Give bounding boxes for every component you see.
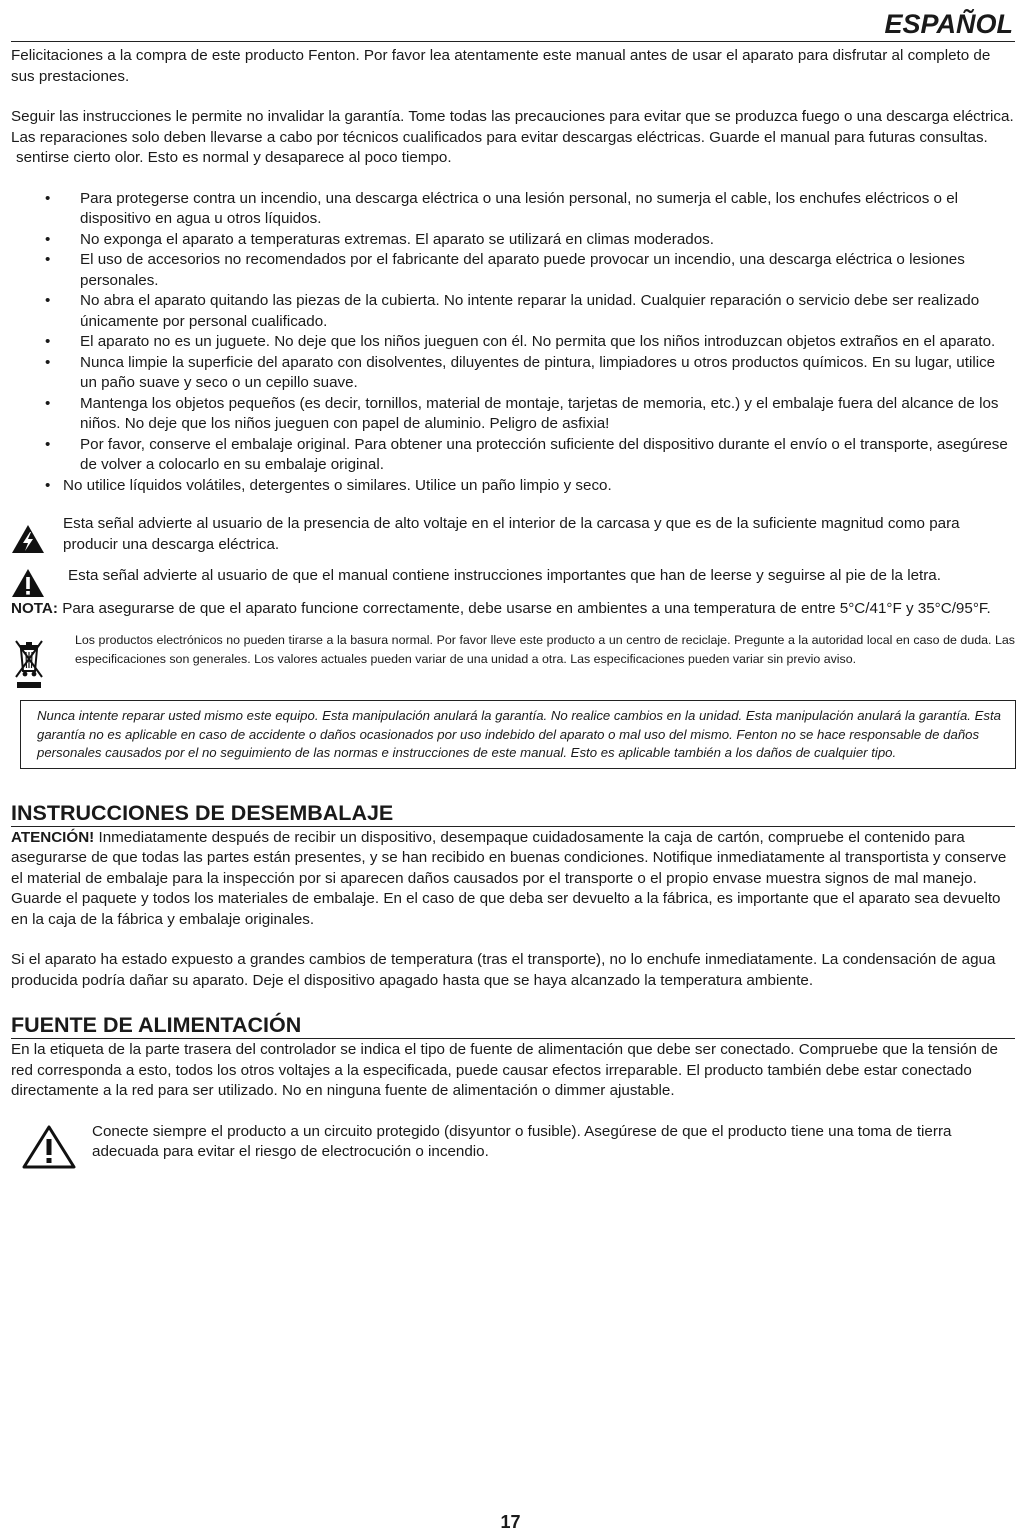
- manual-page: [11, 0, 1015, 1163]
- temperature-note: [11, 599, 1015, 620]
- language-header: ESPAÑOL: [11, 0, 1015, 42]
- note-text: Para asegurarse de que el aparato funcione correctamente, debe usarse en ambientes a una temperatura de entre 5°C/41°F y 35°C/95°F.: [62, 599, 991, 617]
- recycling-text: Los productos electrónicos no pueden tirarse a la basura normal. Por favor lleve este producto a un centro de reciclaje. Pregunte a la autoridad local en caso de duda. Las especificaciones son generales. Los valores actuales pueden variar de una unidad a otra. Las especificaciones pueden variar sin previo aviso.: [75, 633, 1015, 666]
- list-item: • No utilice líquidos volátiles, detergentes o similares. Utilice un paño limpio y seco.: [11, 476, 1015, 497]
- list-item: • Por favor, conserve el embalaje original. Para obtener una protección suficiente del dispositivo durante el envío o el transporte, asegúrese de volver a colocarlo en su embalaje original.: [11, 435, 1015, 476]
- list-item: • Mantenga los objetos pequeños (es decir, tornillos, material de montaje, tarjetas de memoria, etc.) y el embalaje fuera del alcance de los niños. No deje que los niños jueguen con papel de aluminio. Peligro de asfixia!: [11, 394, 1015, 435]
- intro-paragraph-1: Felicitaciones a la compra de este producto Fenton. Por favor lea atentamente este manual antes de usar el aparato para disfrutar al completo de sus prestaciones.: [11, 47, 991, 85]
- voltage-warning-text: Esta señal advierte al usuario de la presencia de alto voltaje en el interior de la carcasa y que es de la suficiente magnitud como para producir una descarga eléctrica.: [63, 515, 960, 553]
- caution-triangle-icon: [21, 1124, 77, 1170]
- power-caution-text: Conecte siempre el producto a un circuito protegido (disyuntor o fusible). Asegúrese de que el producto tiene una toma de tierra adecuada para evitar el riesgo de electrocución o incendio.: [92, 1122, 952, 1160]
- unpacking-heading: INSTRUCCIONES DE DESEMBALAJE: [11, 801, 1015, 827]
- note-label: NOTA:: [11, 599, 58, 617]
- list-item: • El aparato no es un juguete. No deje que los niños jueguen con él. No permita que los niños introduzcan objetos extraños en el aparato.: [11, 332, 1015, 353]
- voltage-warning: [11, 514, 1015, 555]
- crossed-bin-icon: [13, 637, 45, 689]
- intro-paragraph-3: sentirse cierto olor. Esto es normal y desaparece al poco tiempo.: [16, 149, 452, 166]
- recycling-notice: [11, 631, 1015, 669]
- list-item: • El uso de accesorios no recomendados por el fabricante del aparato puede provocar un incendio, una descarga eléctrica o lesiones personales.: [11, 250, 1015, 291]
- power-caution: [11, 1122, 1015, 1163]
- high-voltage-warning-icon: [11, 524, 45, 554]
- intro-paragraph-2: Seguir las instrucciones le permite no invalidar la garantía. Tome todas las precauciones para evitar que se produzca fuego o una descarga eléctrica. Las reparaciones solo deben llevarse a cabo por técnicos cualificados para evitar descargas eléctricas. Guarde el manual para futuras consultas.: [11, 108, 1014, 146]
- list-item: • No abra el aparato quitando las piezas de la cubierta. No intente reparar la unidad. Cualquier reparación o servicio debe ser realizado únicamente por personal cualificado.: [11, 291, 1015, 332]
- warranty-notice-text: Nunca intente reparar usted mismo este equipo. Esta manipulación anulará la garantía. No realice cambios en la unidad. Esta manipulación anulará la garantía. Esta garantía no es aplicable en caso de accidente o daños ocasionados por uso indebido del aparato o mal uso del mismo. Fenton no se hace responsable de daños personales causados por el no seguimiento de las normas e instrucciones de este manual. Esto es aplicable también a los daños de cualquier tipo.: [37, 708, 1001, 760]
- power-supply-heading: FUENTE DE ALIMENTACIÓN: [11, 1013, 1015, 1039]
- list-item: • Nunca limpie la superficie del aparato con disolventes, diluyentes de pintura, limpiadores u otros productos químicos. En su lugar, utilice un paño suave y seco o un cepillo suave.: [11, 353, 1015, 394]
- manual-warning: [11, 566, 1015, 587]
- page-number: 17: [500, 1512, 521, 1532]
- power-supply-paragraph: En la etiqueta de la parte trasera del controlador se indica el tipo de fuente de alimentación que debe ser conectado. Compruebe que la tensión de red corresponda a esto, todos los otros voltajes a la especificada, puede causar efectos irreparable. El producto también debe estar conectado directamente a la red para ser utilizado. No en ninguna fuente de alimentación o dimmer ajustable.: [11, 1041, 999, 1099]
- list-item: • No exponga el aparato a temperaturas extremas. El aparato se utilizará en climas moderados.: [11, 230, 1015, 251]
- exclamation-warning-icon: [11, 568, 45, 598]
- unpacking-paragraph-2: Si el aparato ha estado expuesto a grandes cambios de temperatura (tras el transporte), no lo enchufe inmediatamente. La condensación de agua producida podría dañar su aparato. Deje el dispositivo apagado hasta que se haya alcanzado la temperatura ambiente.: [11, 951, 996, 989]
- warranty-notice-box: [20, 700, 1016, 769]
- safety-list: [11, 189, 1015, 497]
- manual-warning-text: Esta señal advierte al usuario de que el manual contiene instrucciones importantes que han de leerse y seguirse al pie de la letra.: [68, 567, 941, 584]
- unpacking-paragraph-1: [11, 828, 1015, 931]
- attention-label: ATENCIÓN!: [11, 828, 95, 846]
- list-item: • Para protegerse contra un incendio, una descarga eléctrica o una lesión personal, no sumerja el cable, los enchufes eléctricos o el dispositivo en agua u otros líquidos.: [11, 189, 1015, 230]
- unpacking-text-1: Inmediatamente después de recibir un dispositivo, desempaque cuidadosamente la caja de cartón, compruebe el contenido para asegurarse de que todas las partes están presentes, y se han recibido en buenas condiciones. Notifique inmediatamente al transportista y conserve el material de embalaje para la inspección por si aparecen daños causados por el transporte o el propio envase muestra signos de mal manejo. Guarde el paquete y todos los materiales de embalaje. En el caso de que deba ser devuelto a la fábrica, es importante que el aparato sea devuelto en la caja de la fábrica y embalaje originales.: [11, 828, 1007, 928]
